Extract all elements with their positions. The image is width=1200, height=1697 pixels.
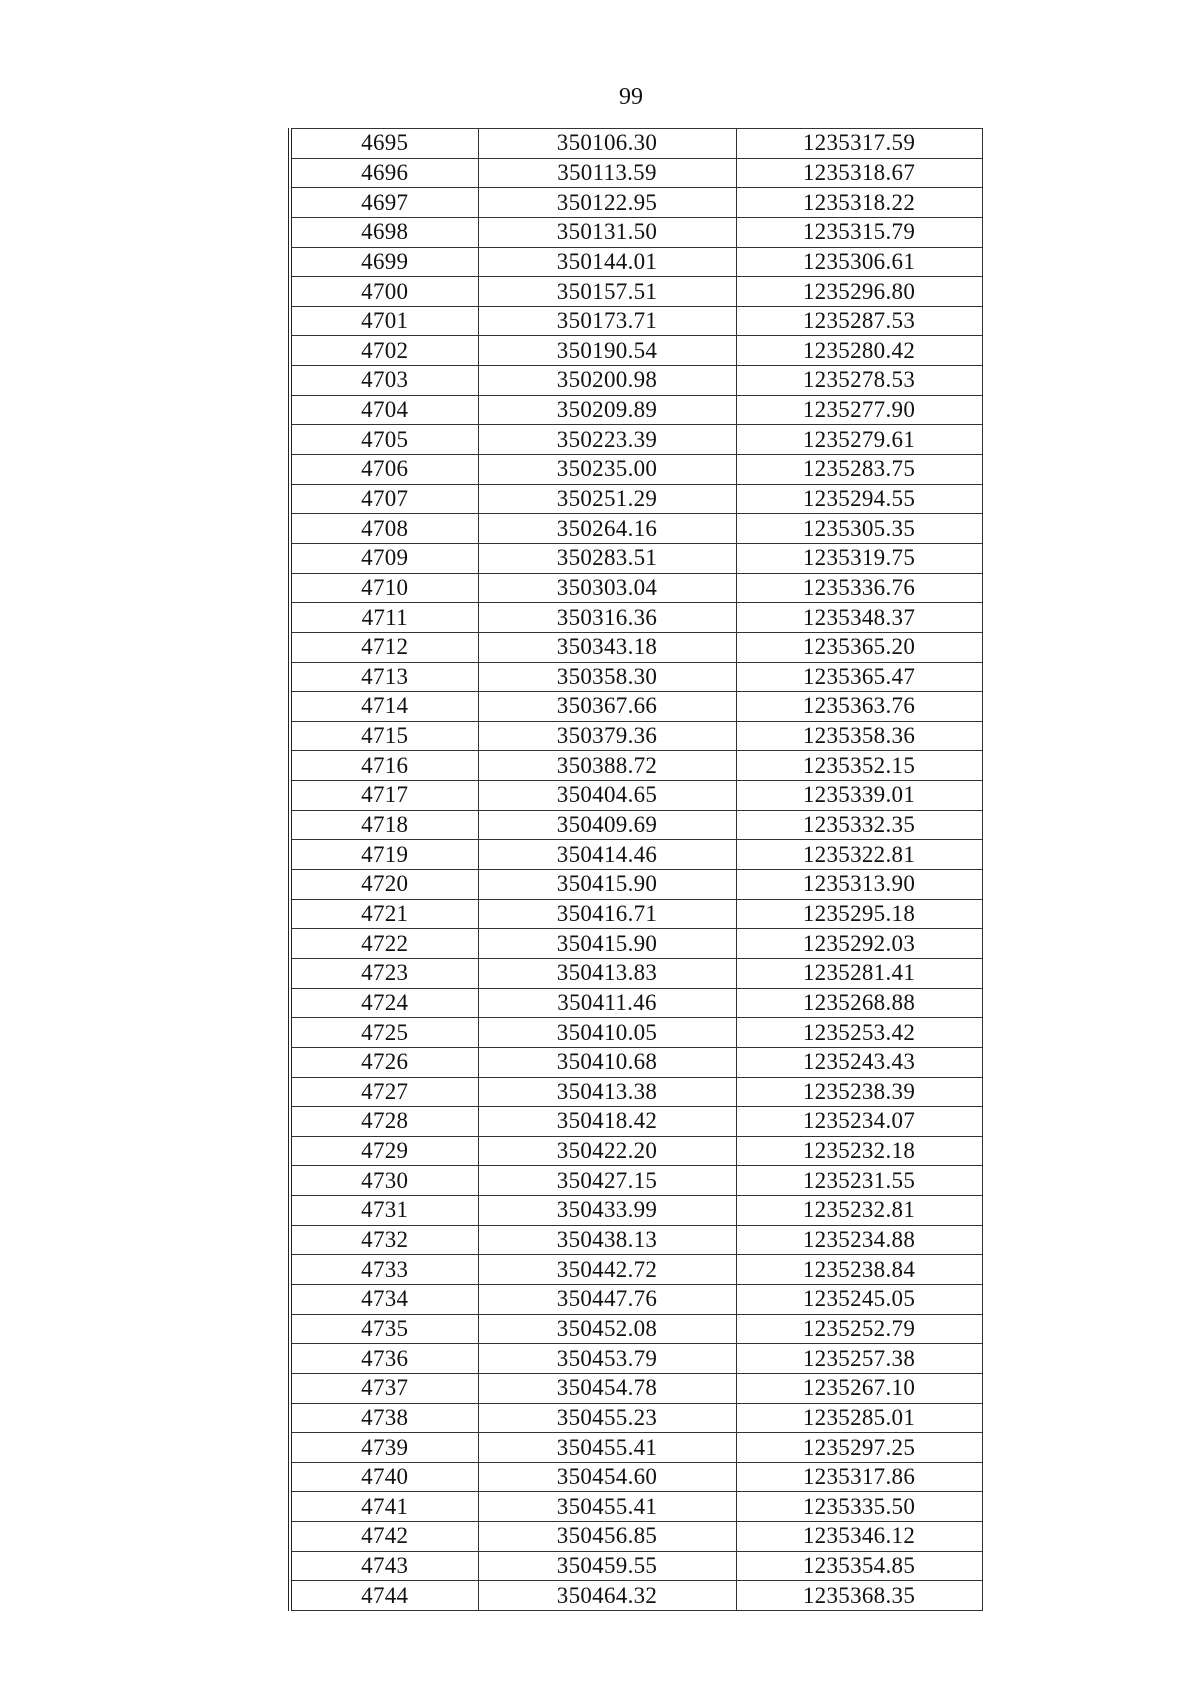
point-number-cell: 4708 (290, 514, 478, 544)
y-coordinate-cell: 1235267.10 (736, 1373, 982, 1403)
x-coordinate-cell: 350404.65 (478, 781, 736, 811)
table-row (290, 1462, 982, 1492)
y-coordinate-cell: 1235257.38 (736, 1344, 982, 1374)
table-row (290, 1314, 982, 1344)
point-number-cell: 4735 (290, 1314, 478, 1344)
x-coordinate-cell: 350157.51 (478, 277, 736, 307)
y-coordinate-cell: 1235348.37 (736, 603, 982, 633)
x-coordinate-cell: 350106.30 (478, 129, 736, 159)
point-number-cell: 4732 (290, 1225, 478, 1255)
x-coordinate-cell: 350414.46 (478, 840, 736, 870)
table-row (290, 1581, 982, 1611)
x-coordinate-cell: 350455.23 (478, 1403, 736, 1433)
y-coordinate-cell: 1235317.59 (736, 129, 982, 159)
point-number-cell: 4701 (290, 306, 478, 336)
y-coordinate-cell: 1235313.90 (736, 870, 982, 900)
table-row (290, 455, 982, 485)
table-row (290, 129, 982, 159)
point-number-cell: 4695 (290, 129, 478, 159)
x-coordinate-cell: 350343.18 (478, 632, 736, 662)
y-coordinate-cell: 1235232.81 (736, 1196, 982, 1226)
table-row (290, 870, 982, 900)
y-coordinate-cell: 1235231.55 (736, 1166, 982, 1196)
x-coordinate-cell: 350413.38 (478, 1077, 736, 1107)
y-coordinate-cell: 1235295.18 (736, 899, 982, 929)
table-row (290, 1551, 982, 1581)
point-number-cell: 4710 (290, 573, 478, 603)
x-coordinate-cell: 350122.95 (478, 188, 736, 218)
x-coordinate-cell: 350316.36 (478, 603, 736, 633)
y-coordinate-cell: 1235238.84 (736, 1255, 982, 1285)
table-row (290, 1255, 982, 1285)
x-coordinate-cell: 350144.01 (478, 247, 736, 277)
y-coordinate-cell: 1235245.05 (736, 1284, 982, 1314)
x-coordinate-cell: 350379.36 (478, 721, 736, 751)
x-coordinate-cell: 350358.30 (478, 662, 736, 692)
table-row (290, 840, 982, 870)
x-coordinate-cell: 350455.41 (478, 1433, 736, 1463)
point-number-cell: 4703 (290, 366, 478, 396)
table-row (290, 1522, 982, 1552)
x-coordinate-cell: 350454.60 (478, 1462, 736, 1492)
y-coordinate-cell: 1235232.18 (736, 1136, 982, 1166)
x-coordinate-cell: 350456.85 (478, 1522, 736, 1552)
x-coordinate-cell: 350422.20 (478, 1136, 736, 1166)
table-row (290, 425, 982, 455)
table-row (290, 662, 982, 692)
x-coordinate-cell: 350209.89 (478, 395, 736, 425)
x-coordinate-cell: 350427.15 (478, 1166, 736, 1196)
point-number-cell: 4731 (290, 1196, 478, 1226)
x-coordinate-cell: 350442.72 (478, 1255, 736, 1285)
y-coordinate-cell: 1235234.88 (736, 1225, 982, 1255)
point-number-cell: 4734 (290, 1284, 478, 1314)
coordinates-table (288, 128, 983, 1611)
x-coordinate-cell: 350283.51 (478, 543, 736, 573)
point-number-cell: 4739 (290, 1433, 478, 1463)
table-row (290, 1047, 982, 1077)
point-number-cell: 4711 (290, 603, 478, 633)
y-coordinate-cell: 1235346.12 (736, 1522, 982, 1552)
x-coordinate-cell: 350251.29 (478, 484, 736, 514)
point-number-cell: 4702 (290, 336, 478, 366)
table-row (290, 573, 982, 603)
y-coordinate-cell: 1235280.42 (736, 336, 982, 366)
point-number-cell: 4712 (290, 632, 478, 662)
point-number-cell: 4697 (290, 188, 478, 218)
table-row (290, 366, 982, 396)
y-coordinate-cell: 1235252.79 (736, 1314, 982, 1344)
x-coordinate-cell: 350235.00 (478, 455, 736, 485)
point-number-cell: 4738 (290, 1403, 478, 1433)
table-row (290, 1225, 982, 1255)
table-row (290, 1373, 982, 1403)
page-number: 99 (619, 84, 643, 110)
point-number-cell: 4725 (290, 1018, 478, 1048)
point-number-cell: 4722 (290, 929, 478, 959)
y-coordinate-cell: 1235294.55 (736, 484, 982, 514)
point-number-cell: 4730 (290, 1166, 478, 1196)
table-row (290, 247, 982, 277)
table-row (290, 632, 982, 662)
point-number-cell: 4742 (290, 1522, 478, 1552)
point-number-cell: 4719 (290, 840, 478, 870)
point-number-cell: 4733 (290, 1255, 478, 1285)
x-coordinate-cell: 350452.08 (478, 1314, 736, 1344)
table-row (290, 988, 982, 1018)
table-row (290, 1492, 982, 1522)
table-row (290, 810, 982, 840)
y-coordinate-cell: 1235253.42 (736, 1018, 982, 1048)
point-number-cell: 4696 (290, 158, 478, 188)
y-coordinate-cell: 1235283.75 (736, 455, 982, 485)
x-coordinate-cell: 350388.72 (478, 751, 736, 781)
point-number-cell: 4715 (290, 721, 478, 751)
point-number-cell: 4714 (290, 692, 478, 722)
table-row (290, 899, 982, 929)
x-coordinate-cell: 350413.83 (478, 958, 736, 988)
table-row (290, 1166, 982, 1196)
table-row (290, 336, 982, 366)
table-row (290, 277, 982, 307)
x-coordinate-cell: 350411.46 (478, 988, 736, 1018)
table-row (290, 1403, 982, 1433)
y-coordinate-cell: 1235339.01 (736, 781, 982, 811)
x-coordinate-cell: 350415.90 (478, 870, 736, 900)
y-coordinate-cell: 1235358.36 (736, 721, 982, 751)
point-number-cell: 4727 (290, 1077, 478, 1107)
x-coordinate-cell: 350459.55 (478, 1551, 736, 1581)
x-coordinate-cell: 350464.32 (478, 1581, 736, 1611)
table-row (290, 1018, 982, 1048)
y-coordinate-cell: 1235234.07 (736, 1107, 982, 1137)
x-coordinate-cell: 350131.50 (478, 217, 736, 247)
x-coordinate-cell: 350303.04 (478, 573, 736, 603)
x-coordinate-cell: 350190.54 (478, 336, 736, 366)
point-number-cell: 4704 (290, 395, 478, 425)
table-row (290, 1344, 982, 1374)
x-coordinate-cell: 350416.71 (478, 899, 736, 929)
y-coordinate-cell: 1235287.53 (736, 306, 982, 336)
y-coordinate-cell: 1235322.81 (736, 840, 982, 870)
point-number-cell: 4737 (290, 1373, 478, 1403)
x-coordinate-cell: 350113.59 (478, 158, 736, 188)
table-row (290, 751, 982, 781)
table-row (290, 158, 982, 188)
point-number-cell: 4707 (290, 484, 478, 514)
table-row (290, 929, 982, 959)
y-coordinate-cell: 1235352.15 (736, 751, 982, 781)
x-coordinate-cell: 350454.78 (478, 1373, 736, 1403)
point-number-cell: 4744 (290, 1581, 478, 1611)
x-coordinate-cell: 350453.79 (478, 1344, 736, 1374)
point-number-cell: 4721 (290, 899, 478, 929)
x-coordinate-cell: 350447.76 (478, 1284, 736, 1314)
y-coordinate-cell: 1235285.01 (736, 1403, 982, 1433)
y-coordinate-cell: 1235332.35 (736, 810, 982, 840)
table-row (290, 188, 982, 218)
x-coordinate-cell: 350410.68 (478, 1047, 736, 1077)
y-coordinate-cell: 1235238.39 (736, 1077, 982, 1107)
x-coordinate-cell: 350367.66 (478, 692, 736, 722)
point-number-cell: 4726 (290, 1047, 478, 1077)
table-row (290, 603, 982, 633)
x-coordinate-cell: 350200.98 (478, 366, 736, 396)
point-number-cell: 4699 (290, 247, 478, 277)
y-coordinate-cell: 1235306.61 (736, 247, 982, 277)
y-coordinate-cell: 1235281.41 (736, 958, 982, 988)
table-row (290, 1107, 982, 1137)
table-row (290, 1196, 982, 1226)
table-row (290, 395, 982, 425)
point-number-cell: 4709 (290, 543, 478, 573)
table-row (290, 514, 982, 544)
x-coordinate-cell: 350223.39 (478, 425, 736, 455)
table-row (290, 484, 982, 514)
table-row (290, 958, 982, 988)
table-row (290, 692, 982, 722)
y-coordinate-cell: 1235315.79 (736, 217, 982, 247)
point-number-cell: 4700 (290, 277, 478, 307)
y-coordinate-cell: 1235335.50 (736, 1492, 982, 1522)
y-coordinate-cell: 1235365.20 (736, 632, 982, 662)
point-number-cell: 4717 (290, 781, 478, 811)
y-coordinate-cell: 1235277.90 (736, 395, 982, 425)
point-number-cell: 4713 (290, 662, 478, 692)
point-number-cell: 4706 (290, 455, 478, 485)
x-coordinate-cell: 350438.13 (478, 1225, 736, 1255)
point-number-cell: 4698 (290, 217, 478, 247)
y-coordinate-cell: 1235317.86 (736, 1462, 982, 1492)
table-row (290, 1136, 982, 1166)
y-coordinate-cell: 1235336.76 (736, 573, 982, 603)
x-coordinate-cell: 350264.16 (478, 514, 736, 544)
y-coordinate-cell: 1235305.35 (736, 514, 982, 544)
point-number-cell: 4720 (290, 870, 478, 900)
table-row (290, 781, 982, 811)
y-coordinate-cell: 1235243.43 (736, 1047, 982, 1077)
point-number-cell: 4723 (290, 958, 478, 988)
y-coordinate-cell: 1235368.35 (736, 1581, 982, 1611)
point-number-cell: 4729 (290, 1136, 478, 1166)
table-row (290, 721, 982, 751)
table-row (290, 543, 982, 573)
x-coordinate-cell: 350455.41 (478, 1492, 736, 1522)
x-coordinate-cell: 350433.99 (478, 1196, 736, 1226)
y-coordinate-cell: 1235296.80 (736, 277, 982, 307)
x-coordinate-cell: 350418.42 (478, 1107, 736, 1137)
y-coordinate-cell: 1235318.22 (736, 188, 982, 218)
y-coordinate-cell: 1235354.85 (736, 1551, 982, 1581)
point-number-cell: 4724 (290, 988, 478, 1018)
x-coordinate-cell: 350415.90 (478, 929, 736, 959)
point-number-cell: 4736 (290, 1344, 478, 1374)
table-row (290, 1077, 982, 1107)
point-number-cell: 4718 (290, 810, 478, 840)
y-coordinate-cell: 1235297.25 (736, 1433, 982, 1463)
y-coordinate-cell: 1235279.61 (736, 425, 982, 455)
point-number-cell: 4716 (290, 751, 478, 781)
x-coordinate-cell: 350409.69 (478, 810, 736, 840)
table-row (290, 306, 982, 336)
point-number-cell: 4705 (290, 425, 478, 455)
x-coordinate-cell: 350173.71 (478, 306, 736, 336)
y-coordinate-cell: 1235318.67 (736, 158, 982, 188)
table-row (290, 1433, 982, 1463)
point-number-cell: 4728 (290, 1107, 478, 1137)
point-number-cell: 4743 (290, 1551, 478, 1581)
y-coordinate-cell: 1235365.47 (736, 662, 982, 692)
point-number-cell: 4741 (290, 1492, 478, 1522)
y-coordinate-cell: 1235268.88 (736, 988, 982, 1018)
table-row (290, 217, 982, 247)
x-coordinate-cell: 350410.05 (478, 1018, 736, 1048)
y-coordinate-cell: 1235363.76 (736, 692, 982, 722)
table-row (290, 1284, 982, 1314)
coordinates-table-body (290, 129, 982, 1611)
y-coordinate-cell: 1235319.75 (736, 543, 982, 573)
y-coordinate-cell: 1235292.03 (736, 929, 982, 959)
y-coordinate-cell: 1235278.53 (736, 366, 982, 396)
point-number-cell: 4740 (290, 1462, 478, 1492)
